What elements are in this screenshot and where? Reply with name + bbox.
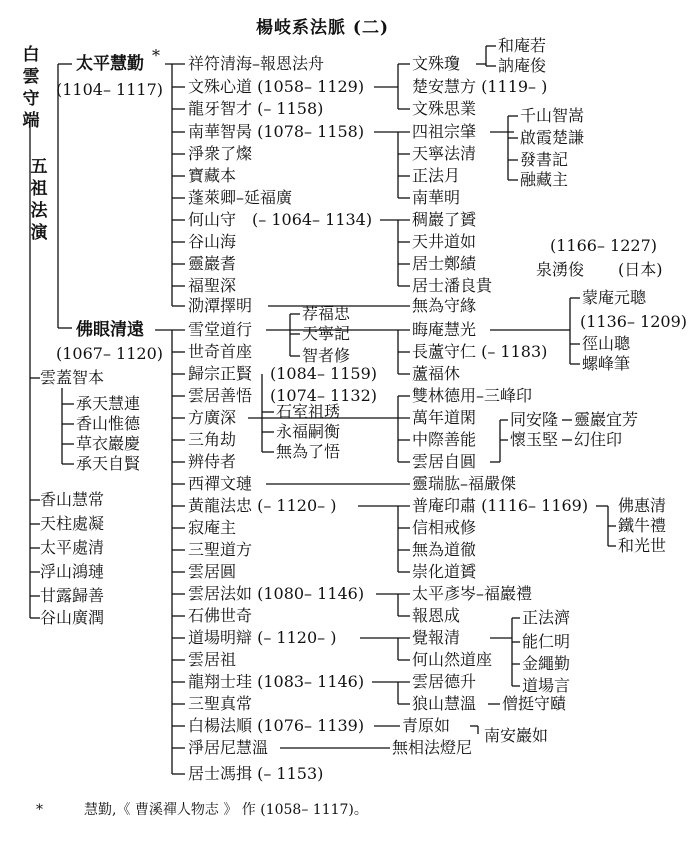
nanan: 南安巖如 <box>484 726 549 745</box>
juebao-disciple: 道場言 <box>522 676 571 695</box>
foyan-disciple: 西禪文璉 <box>188 474 253 493</box>
huian-disciple-dates: (1136– 1209) <box>580 312 688 331</box>
juebao-disciple: 正法濟 <box>522 608 571 627</box>
foyan-disciple: 雲居圓 <box>188 562 237 581</box>
nanhua-disciple: 正法月 <box>412 166 461 185</box>
xuetang-disciple: 天寧記 <box>302 324 351 343</box>
taiping-disciple: 谷山海 <box>188 232 237 251</box>
huanglong-disciple: 無為道徹 <box>412 540 477 559</box>
quanyong-name: 泉湧俊 <box>536 260 585 279</box>
guizong-dates: (1084– 1159) <box>270 364 378 383</box>
taiping-name: 太平慧勤 <box>76 54 144 74</box>
foyan-disciple: 石佛世奇 <box>188 606 253 625</box>
foyan-disciple: 辨侍者 <box>188 452 237 471</box>
mingbian-disciple: 覺報清 <box>412 628 461 647</box>
wenshu-disciple: 文殊瓊 <box>412 54 461 73</box>
sengting: 僧挺守賾 <box>502 694 567 713</box>
wenshu-disciple: 楚安慧方 (1119– ) <box>412 77 548 96</box>
chart-title: 楊岐系法脈 (二) <box>256 18 390 38</box>
quanyong-dates: (1166– 1227) <box>550 236 658 255</box>
tongan-disciple: 幻住印 <box>574 430 623 449</box>
wenshuqiong-disciple: 和庵若 <box>498 36 547 55</box>
fangguang-disciple: 雲居自圓 <box>412 452 477 471</box>
shanwu-disciple: 無為了悟 <box>276 442 341 461</box>
foyan-disciple: 三角劫 <box>188 430 237 449</box>
wenshuqiong-disciple: 訥庵俊 <box>498 56 547 75</box>
fangguang-disciple: 萬年道閑 <box>412 408 477 427</box>
huanglong-disciple: 普庵印肅 (1116– 1169) <box>412 496 589 515</box>
foyan-disciple: 雪堂道行 <box>188 320 253 339</box>
quanyong-country: (日本) <box>618 260 663 279</box>
other-disciple: 浮山鴻璉 <box>40 562 105 581</box>
xuetang-disciple: 智者修 <box>302 346 351 365</box>
root-master: 白雲守端 <box>22 45 40 131</box>
heshan-disciple: 居士潘良貴 <box>412 276 493 295</box>
huian-disciple: 蒙庵元聰 <box>582 288 647 307</box>
juebao-disciple: 能仁明 <box>522 632 571 651</box>
footnote-text: 慧勤,《 曹溪禪人物志 》 作 (1058– 1117)。 <box>84 802 368 818</box>
tongan-disciple: 靈巖宜芳 <box>574 410 639 429</box>
shigui-disciple: 雲居德升 <box>412 672 477 691</box>
xuetang-second: 長蘆守仁 (– 1183) <box>412 342 548 361</box>
other-disciple: 谷山廣潤 <box>40 608 105 627</box>
yungai-disciple: 承天慧連 <box>76 394 141 413</box>
taiping-dates: (1104– 1117) <box>56 80 164 99</box>
foyan-disciple: 歸宗正賢 <box>188 364 253 383</box>
other-disciple: 甘露歸善 <box>40 586 105 605</box>
puan-disciple: 和光世 <box>618 536 667 555</box>
huanglong-disciple: 崇化道贇 <box>412 562 477 581</box>
sizu-disciple: 千山智嵩 <box>520 106 585 125</box>
foyan-disciple: 居士馮揖 (– 1153) <box>188 764 324 783</box>
foyan-dates: (1067– 1120) <box>56 344 164 363</box>
juebao-disciple: 金繩勤 <box>522 654 571 673</box>
yungai-disciple: 香山惟德 <box>76 414 141 433</box>
footnote-mark: * <box>36 802 43 818</box>
tongan-master: 懷玉堅 <box>510 430 559 449</box>
foyan-disciple: 方廣深 <box>188 408 237 427</box>
taiping-disciple: 南華智昺 (1078– 1158) <box>188 122 365 141</box>
sizu-disciple: 啟霞楚謙 <box>520 128 585 147</box>
foyan-name: 佛眼清遠 <box>76 320 144 340</box>
taiping-disciple: 泐潭擇明 <box>188 296 253 315</box>
foyan-disciple: 黃龍法忠 (– 1120– ) <box>188 496 337 515</box>
other-disciple: 天柱處凝 <box>40 514 105 533</box>
taiping-disciple: 淨衆了燦 <box>188 144 253 163</box>
sizu-disciple: 發書記 <box>520 150 569 169</box>
foyan-disciple: 世奇首座 <box>188 342 253 361</box>
nanhua-disciple: 南華明 <box>412 188 461 207</box>
foyan-disciple: 雲居法如 (1080– 1146) <box>188 584 365 603</box>
foyan-disciple: 三聖真常 <box>188 694 253 713</box>
xuetang-disciple: 荐福忠 <box>302 304 351 323</box>
taiping-disciple: 寶藏本 <box>188 166 237 185</box>
taiping-disciple: 文殊心道 (1058– 1129) <box>188 77 365 96</box>
other-disciple: 香山慧常 <box>40 490 105 509</box>
nanhua-disciple: 天寧法清 <box>412 144 477 163</box>
foyan-disciple: 淨居尼慧溫 <box>188 738 269 757</box>
lingrui-line: 靈瑞肱–福嚴傑 <box>412 474 517 493</box>
shanwu-disciple: 永福嗣衡 <box>276 422 341 441</box>
foyan-disciple: 白楊法順 (1076– 1139) <box>188 716 365 735</box>
yungai-name: 雲蓋智本 <box>40 368 105 387</box>
xuetang-second: 蘆福休 <box>412 364 461 383</box>
fangguang-disciple: 中際善能 <box>412 430 477 449</box>
fashun-disciple: 青原如 <box>402 716 451 735</box>
wenshu-disciple: 文殊思業 <box>412 99 477 118</box>
taiping-disciple: 福聖深 <box>188 276 237 295</box>
huian-disciple: 徑山聰 <box>582 334 631 353</box>
huian-disciple: 螺峰筆 <box>582 354 631 373</box>
taiping-disciple: 龍牙智才 (– 1158) <box>188 99 324 118</box>
foyan-disciple: 龍翔士珪 (1083– 1146) <box>188 672 365 691</box>
other-disciple: 太平處清 <box>40 538 105 557</box>
mingbian-disciple: 何山然道座 <box>412 650 493 669</box>
yungai-disciple: 承天自賢 <box>76 454 141 473</box>
foyan-disciple: 寂庵主 <box>188 518 237 537</box>
shanwu-dates: (1074– 1132) <box>270 386 378 405</box>
second-gen-master: 五祖法演 <box>30 157 48 243</box>
taiping-disciple: 蓬萊卿–延福廣 <box>188 188 293 207</box>
taiping-disciple: 靈巖耆 <box>188 254 237 273</box>
puan-disciple: 鐵牛禮 <box>618 516 667 535</box>
taiping-disciple: 何山守 (– 1064– 1134) <box>188 210 373 229</box>
xuetang-second: 晦庵慧光 <box>412 320 477 339</box>
heshan-disciple: 居士鄭績 <box>412 254 477 273</box>
footnote-mark: * <box>152 46 160 65</box>
huanglong-disciple: 信相戒修 <box>412 518 477 537</box>
fangguang-disciple: 雙林德用–三峰印 <box>412 386 533 405</box>
sizu-disciple: 融藏主 <box>520 170 569 189</box>
taiping-disciple: 祥符清海–報恩法舟 <box>188 54 325 73</box>
foyan-disciple: 道場明辯 (– 1120– ) <box>188 628 337 647</box>
heshan-disciple: 稠巖了贇 <box>412 210 477 229</box>
foyan-disciple: 三聖道方 <box>188 540 253 559</box>
shigui-disciple: 狼山慧溫 <box>412 694 477 713</box>
zeming-disciple: 無為守緣 <box>412 296 477 315</box>
faru-disciple: 報恩成 <box>412 606 461 625</box>
puan-disciple: 佛惠清 <box>618 496 667 515</box>
faru-disciple: 太平彥岑–福巖禮 <box>412 584 533 603</box>
foyan-disciple: 雲居善悟 <box>188 386 253 405</box>
nanhua-disciple: 四祖宗肇 <box>412 122 477 141</box>
heshan-disciple: 天井道如 <box>412 232 477 251</box>
nun-disciple: 無相法燈尼 <box>392 738 473 757</box>
yungai-disciple: 草衣巖慶 <box>76 434 141 453</box>
tongan-master: 同安隆 <box>510 410 559 429</box>
shanwu-disciple: 石室祖琇 <box>276 402 341 421</box>
foyan-disciple: 雲居祖 <box>188 650 237 669</box>
